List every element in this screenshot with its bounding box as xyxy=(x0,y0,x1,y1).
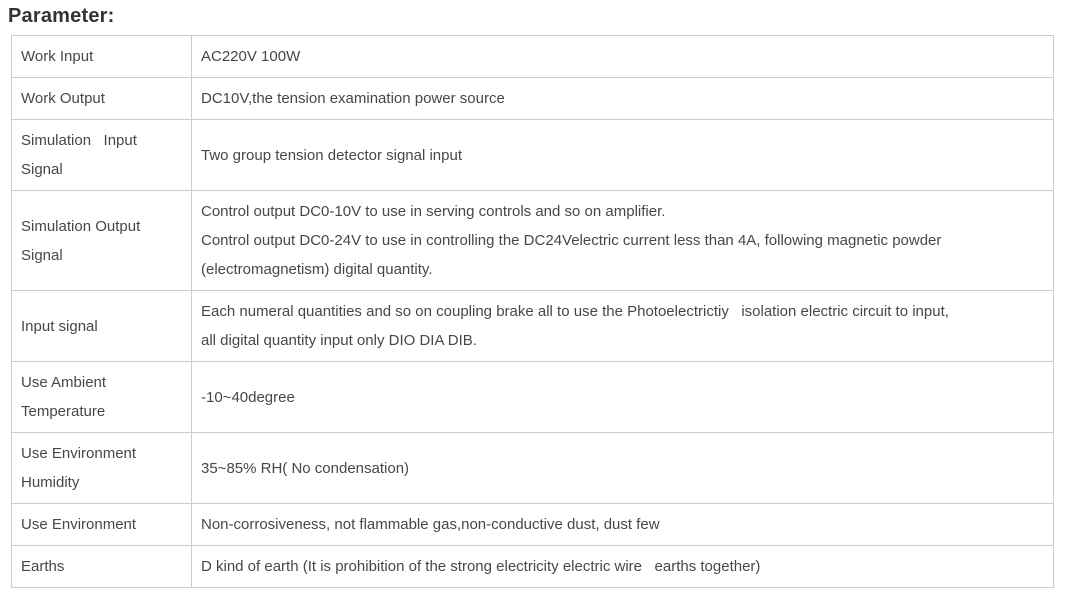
parameter-name-cell xyxy=(12,504,192,546)
parameter-value-cell xyxy=(192,433,1054,504)
cell-line: all digital quantity input only DIO DIA DIB. xyxy=(201,332,477,349)
parameter-value-cell xyxy=(192,191,1054,291)
cell-line: Use Ambient xyxy=(21,374,107,391)
parameter-value-cell xyxy=(192,120,1054,191)
parameter-name-cell xyxy=(12,546,192,588)
parameter-value-cell xyxy=(192,36,1054,78)
cell-line: Earths xyxy=(21,558,65,575)
parameter-name-cell xyxy=(12,36,192,78)
parameter-table-body xyxy=(12,36,1054,588)
parameter-value-cell xyxy=(192,546,1054,588)
cell-line: 35~85% RH( No condensation) xyxy=(201,459,410,477)
table-row xyxy=(12,78,1054,120)
parameter-name-cell xyxy=(12,191,192,291)
parameter-name-cell xyxy=(12,362,192,433)
cell-line: Each numeral quantities and so on coupling brake all to use the Photoelectrictiy isolation electric circuit to input, xyxy=(201,303,949,320)
table-row xyxy=(12,120,1054,191)
cell-line: Use Environment xyxy=(21,516,137,533)
parameter-value-cell xyxy=(192,78,1054,120)
cell-line: Simulation Output xyxy=(21,217,141,235)
cell-line: Work Output xyxy=(21,90,105,107)
cell-line: -10~40degree xyxy=(201,388,295,406)
cell-line: Simulation Input xyxy=(21,132,137,149)
parameter-name-cell xyxy=(12,120,192,191)
cell-line: Humidity xyxy=(21,474,80,491)
parameter-name-cell xyxy=(12,433,192,504)
parameter-value-cell xyxy=(192,504,1054,546)
cell-line: Control output DC0-24V to use in controlling the DC24Velectric current less than 4A, following magnetic powder xyxy=(201,232,942,249)
parameter-value-cell xyxy=(192,362,1054,433)
page-title: Parameter: xyxy=(8,5,115,27)
parameter-name-cell xyxy=(12,291,192,362)
parameter-value-cell xyxy=(192,291,1054,362)
cell-line: Temperature xyxy=(21,403,106,420)
table-row xyxy=(12,191,1054,291)
cell-line: (electromagnetism) digital quantity. xyxy=(201,261,433,278)
cell-line: Signal xyxy=(21,246,63,264)
table-row xyxy=(12,433,1054,504)
parameter-table xyxy=(11,35,1054,588)
cell-line: AC220V 100W xyxy=(201,48,301,65)
table-row xyxy=(12,36,1054,78)
table-row xyxy=(12,504,1054,546)
cell-line: Signal xyxy=(21,161,63,178)
parameter-name-cell xyxy=(12,78,192,120)
table-row xyxy=(12,362,1054,433)
cell-line: D kind of earth (It is prohibition of the strong electricity electric wire earths together) xyxy=(201,558,761,575)
cell-line: Input signal xyxy=(21,317,98,335)
cell-line: Two group tension detector signal input xyxy=(201,146,462,164)
cell-line: Work Input xyxy=(21,48,94,65)
cell-line: Control output DC0-10V to use in serving controls and so on amplifier. xyxy=(201,203,666,220)
table-row xyxy=(12,546,1054,588)
table-row xyxy=(12,291,1054,362)
cell-line: Non-corrosiveness, not flammable gas,non-conductive dust, dust few xyxy=(201,516,660,533)
cell-line: DC10V,the tension examination power source xyxy=(201,90,505,107)
cell-line: Use Environment xyxy=(21,445,137,462)
